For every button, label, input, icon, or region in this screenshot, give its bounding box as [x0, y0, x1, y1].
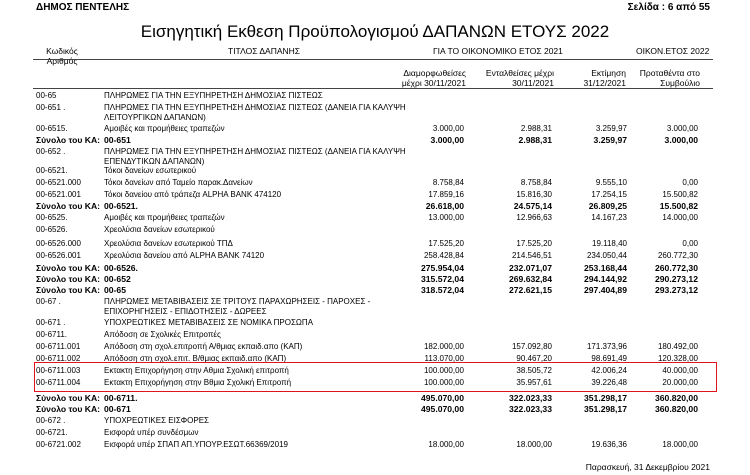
row-value-c2: 322.023,33 — [508, 404, 552, 414]
row-code: 00-6526.000 — [36, 239, 81, 248]
row-code: 00-6721. — [36, 428, 68, 437]
row-value-c4: 120.328,00 — [657, 354, 698, 363]
column-header-c2: Ενταλθείσες μέχρι 30/11/2021 — [485, 68, 554, 88]
row-value-c4: 14.000,00 — [662, 213, 698, 222]
row-description: Απόδοση στη σχολ.επιτ. Β/θμιας εκπαιδ.απο (ΚΑΠ) — [104, 354, 287, 363]
column-header-group-2022: ΟΙΚΟΝ.ΕΤΟΣ 2022 — [636, 46, 710, 56]
row-description: Χρεολύσια δανείου από ALPHA BANK 74120 — [104, 251, 265, 260]
row-value-c4: 0,00 — [682, 178, 698, 187]
row-value-c2: 157.092,80 — [511, 342, 552, 351]
row-value-c3: 42.006,24 — [591, 366, 627, 375]
row-code: 00-65 — [36, 91, 57, 100]
total-row — [0, 135, 750, 146]
row-description: ΥΠΟΧΡΕΩΤΙΚΕΣ ΜΕΤΑΒΙΒΑΣΕΙΣ ΣΕ ΝΟΜΙΚΑ ΠΡΟΣΩΠΑ — [104, 318, 314, 327]
row-value-c2: 18.000,00 — [516, 440, 552, 449]
table-row — [0, 166, 750, 177]
total-row — [0, 393, 750, 404]
row-value-c3: 297.404,89 — [583, 285, 627, 295]
table-row — [0, 103, 750, 125]
row-value-c4: 3.000,00 — [666, 124, 698, 133]
column-header-title: ΤΙΤΛΟΣ ΔΑΠΑΝΗΣ — [228, 46, 301, 56]
row-code: 00-6515. — [36, 124, 68, 133]
table-row — [0, 178, 750, 189]
row-value-c4: 180.492,00 — [657, 342, 698, 351]
row-value-c1: 18.000,00 — [428, 440, 464, 449]
row-value-c4: 360.820,00 — [654, 404, 698, 414]
row-description: 00-6711. — [104, 393, 138, 403]
row-description: Εκτακτη Επιχορήγηση στην Αθμια Σχολική επιτροπή — [104, 366, 289, 375]
row-value-c2: 38.505,72 — [516, 366, 552, 375]
row-code: 00-6711.002 — [36, 354, 81, 363]
table-row — [0, 124, 750, 135]
row-value-c2: 214.546,51 — [511, 251, 552, 260]
row-description: 00-6521. — [104, 201, 138, 211]
row-value-c2: 2.988,31 — [520, 124, 552, 133]
row-description: 00-671 — [104, 404, 131, 414]
row-value-c1: 113.070,00 — [424, 354, 464, 363]
row-value-c3: 3.259,97 — [595, 124, 627, 133]
row-value-c3: 234.050,44 — [586, 251, 627, 260]
row-value-c2: 8.758,84 — [520, 178, 552, 187]
total-row — [0, 404, 750, 415]
row-value-c2: 232.071,07 — [508, 263, 552, 273]
row-value-c1: 315.572,04 — [420, 274, 464, 284]
total-row — [0, 285, 750, 296]
row-code: 00-6711. — [36, 330, 67, 339]
row-value-c3: 14.167,23 — [591, 213, 627, 222]
row-code: 00-6721.002 — [36, 440, 81, 449]
row-value-c1: 17.859,16 — [428, 190, 464, 199]
header-rule-bottom — [33, 88, 713, 89]
row-description: 00-652 — [104, 274, 131, 284]
table-row — [0, 428, 750, 439]
row-description: Απόδοση σε Σχολικές Επιτροπές — [104, 330, 221, 339]
row-description: Χρεολύσια δανείων εσωτερικού — [104, 225, 215, 234]
row-description: Τόκοι δανείου από τράπεζα ALPHA BANK 474120 — [104, 190, 282, 199]
row-description: 00-6526. — [104, 263, 138, 273]
row-code: 00-6525. — [36, 213, 68, 222]
row-description: ΠΛΗΡΩΜΕΣ ΓΙΑ ΤΗΝ ΕΞΥΠΗΡΕΤΗΣΗ ΔΗΜΟΣΙΑΣ ΠΙΣΤΕΩΣ — [104, 91, 323, 100]
table-row — [0, 239, 750, 250]
row-description: ΠΛΗΡΩΜΕΣ ΓΙΑ ΤΗΝ ΕΞΥΠΗΡΕΤΗΣΗ ΔΗΜΟΣΙΑΣ ΠΙΣΤΕΩΣ (ΔΑΝΕΙΑ ΓΙΑ ΚΑΛΥΨΗ ΕΠΕΝΔΥΤΙΚΩΝ ΔΑΠΑΝΩΝ) — [104, 147, 406, 166]
row-code: Σύνολο του ΚΑ: — [36, 404, 101, 414]
row-description: ΠΛΗΡΩΜΕΣ ΜΕΤΑΒΙΒΑΣΕΙΣ ΣΕ ΤΡΙΤΟΥΣ ΠΑΡΑΧΩΡΗΣΕΙΣ - ΠΑΡΟΧΕΣ - ΕΠΙΧΟΡΗΓΗΣΕΙΣ - ΕΠΙΔΟΤΗΣΕΙΣ - ΔΩΡΕΕΣ — [104, 297, 371, 316]
row-value-c2: 12.966,63 — [516, 213, 552, 222]
row-code: 00-6521.000 — [36, 178, 81, 187]
row-value-c3: 39.226,48 — [591, 378, 627, 387]
row-value-c1: 26.618,00 — [425, 201, 464, 211]
row-value-c4: 0,00 — [682, 239, 698, 248]
row-value-c4: 293.273,12 — [654, 285, 698, 295]
row-description: Χρεολύσια δανείων εσωτερικού ΤΠΔ — [104, 239, 233, 248]
row-code: 00-67 . — [36, 297, 61, 306]
row-code: 00-6521.001 — [36, 190, 81, 199]
row-value-c2: 90.467,20 — [516, 354, 552, 363]
page-number: Σελίδα : 6 από 55 — [627, 2, 710, 13]
table-row — [0, 342, 750, 353]
row-value-c2: 17.525,20 — [516, 239, 552, 248]
row-value-c4: 3.000,00 — [664, 135, 698, 145]
row-value-c3: 19.636,36 — [591, 440, 627, 449]
row-value-c1: 100.000,00 — [423, 366, 464, 375]
row-code: 00-6711.003 — [36, 366, 81, 375]
row-value-c3: 19.118,40 — [592, 239, 627, 248]
row-value-c1: 275.954,04 — [420, 263, 464, 273]
row-value-c2: 269.632,84 — [508, 274, 552, 284]
row-value-c1: 3.000,00 — [432, 124, 464, 133]
row-value-c4: 15.500,82 — [659, 201, 698, 211]
row-value-c2: 272.621,15 — [508, 285, 552, 295]
row-description: ΥΠΟΧΡΕΩΤΙΚΕΣ ΕΙΣΦΟΡΕΣ — [104, 416, 209, 425]
row-value-c1: 17.525,20 — [428, 239, 464, 248]
table-row — [0, 297, 750, 319]
row-description: Αμοιβές και προμήθειες τραπεζών — [104, 213, 225, 222]
row-description: ΠΛΗΡΩΜΕΣ ΓΙΑ ΤΗΝ ΕΞΥΠΗΡΕΤΗΣΗ ΔΗΜΟΣΙΑΣ ΠΙΣΤΕΩΣ (ΔΑΝΕΙΑ ΓΙΑ ΚΑΛΥΨΗ ΛΕΙΤΟΥΡΓΙΚΩΝ ΔΑΠΑΝΩΝ) — [104, 103, 406, 122]
column-header-group-2021: ΓΙΑ ΤΟ ΟΙΚΟΝΟΜΙΚΟ ΕΤΟΣ 2021 — [433, 46, 563, 56]
row-value-c2: 24.575,14 — [513, 201, 552, 211]
table-row — [0, 318, 750, 329]
column-header-c4: Προταθέντα στο Συμβούλιο — [639, 68, 700, 88]
row-value-c2: 15.816,30 — [516, 190, 552, 199]
document-title: Εισηγητική Εκθεση Προϋπολογισμού ΔΑΠΑΝΩΝ ΕΤΟΥΣ 2022 — [140, 22, 610, 41]
row-value-c1: 495.070,00 — [420, 393, 464, 403]
row-code: 00-6711.001 — [36, 342, 81, 351]
table-row — [0, 91, 750, 102]
row-value-c4: 360.820,00 — [654, 393, 698, 403]
row-value-c3: 98.691,49 — [591, 354, 627, 363]
row-value-c3: 253.168,44 — [583, 263, 627, 273]
row-value-c3: 351.298,17 — [583, 393, 627, 403]
total-row — [0, 201, 750, 212]
row-value-c2: 322.023,33 — [508, 393, 552, 403]
row-code: 00-6711.004 — [36, 378, 81, 387]
row-value-c4: 260.772,30 — [654, 263, 698, 273]
row-description: Τόκοι δανείων από Ταμείο παρακ.Δανείων — [104, 178, 253, 187]
table-row — [0, 440, 750, 451]
table-row — [0, 416, 750, 427]
row-value-c2: 35.957,61 — [516, 378, 552, 387]
row-value-c3: 17.254,15 — [591, 190, 627, 199]
table-row — [0, 330, 750, 341]
row-description: Απόδοση στη σχολ.επιτροπή Α/θμιας εκπαιδ.απο (ΚΑΠ) — [104, 342, 303, 351]
row-value-c4: 15.500,82 — [662, 190, 698, 199]
row-description: Εισφορά υπέρ συνδέσμων — [104, 428, 199, 437]
row-code: Σύνολο του ΚΑ: — [36, 201, 101, 211]
row-value-c4: 20.000,00 — [662, 378, 698, 387]
header-rule-top — [33, 59, 713, 60]
row-code: Σύνολο του ΚΑ: — [36, 263, 101, 273]
row-code: 00-672 . — [36, 416, 66, 425]
row-value-c4: 290.273,12 — [654, 274, 698, 284]
row-code: Σύνολο του ΚΑ: — [36, 135, 101, 145]
row-value-c3: 9.555,10 — [595, 178, 627, 187]
row-description: Αμοιβές και προμήθειες τραπεζών — [104, 124, 225, 133]
row-value-c2: 2.988,31 — [518, 135, 552, 145]
row-description: Εισφορά υπέρ ΣΠΑΠ ΑΠ.ΥΠΟΥΡ.ΕΣΩΤ.66369/2019 — [104, 440, 288, 449]
row-code: Σύνολο του ΚΑ: — [36, 274, 101, 284]
table-row — [0, 251, 750, 262]
row-value-c1: 8.758,84 — [432, 178, 464, 187]
row-value-c1: 13.000,00 — [428, 213, 464, 222]
row-value-c1: 495.070,00 — [420, 404, 464, 414]
row-description: Εκτακτη Επιχορήγηση στην Βθμια Σχολική Επιτροπή — [104, 378, 292, 387]
row-value-c1: 100.000,00 — [423, 378, 464, 387]
row-code: 00-671 . — [36, 318, 66, 327]
row-value-c4: 40.000,00 — [662, 366, 698, 375]
row-value-c3: 26.809,25 — [588, 201, 627, 211]
row-value-c1: 258.428,84 — [423, 251, 464, 260]
total-row — [0, 263, 750, 274]
municipality-name: ΔΗΜΟΣ ΠΕΝΤΕΛΗΣ — [36, 2, 130, 13]
row-description: 00-651 — [104, 135, 131, 145]
row-value-c1: 182.000,00 — [423, 342, 464, 351]
column-header-code: Κωδικός Αριθμός — [46, 46, 78, 66]
row-value-c3: 3.259,97 — [593, 135, 627, 145]
table-row — [0, 225, 750, 236]
footer-date: Παρασκευή, 31 Δεκεμβρίου 2021 — [585, 462, 710, 472]
row-code: 00-651 . — [36, 103, 66, 112]
row-code: 00-6526.001 — [36, 251, 81, 260]
row-description: Τόκοι δανείων εσωτερικού — [104, 166, 197, 175]
row-value-c4: 260.772,30 — [657, 251, 698, 260]
column-header-c1: Διαμορφωθείσες μέχρι 30/11/2021 — [401, 68, 466, 88]
column-header-c3: Εκτίμηση 31/12/2021 — [583, 68, 626, 88]
row-value-c3: 171.373,96 — [586, 342, 627, 351]
row-code: Σύνολο του ΚΑ: — [36, 285, 101, 295]
row-code: 00-652 . — [36, 147, 66, 156]
table-row — [0, 213, 750, 224]
row-description: 00-65 — [104, 285, 126, 295]
total-row — [0, 274, 750, 285]
row-code: Σύνολο του ΚΑ: — [36, 393, 101, 403]
row-value-c4: 18.000,00 — [662, 440, 698, 449]
row-value-c1: 318.572,04 — [420, 285, 464, 295]
row-value-c1: 3.000,00 — [430, 135, 464, 145]
row-code: 00-6526. — [36, 225, 68, 234]
row-code: 00-6521. — [36, 166, 68, 175]
row-value-c3: 294.144,92 — [583, 274, 627, 284]
table-row — [0, 190, 750, 201]
highlight-box — [34, 362, 717, 392]
row-value-c3: 351.298,17 — [583, 404, 627, 414]
